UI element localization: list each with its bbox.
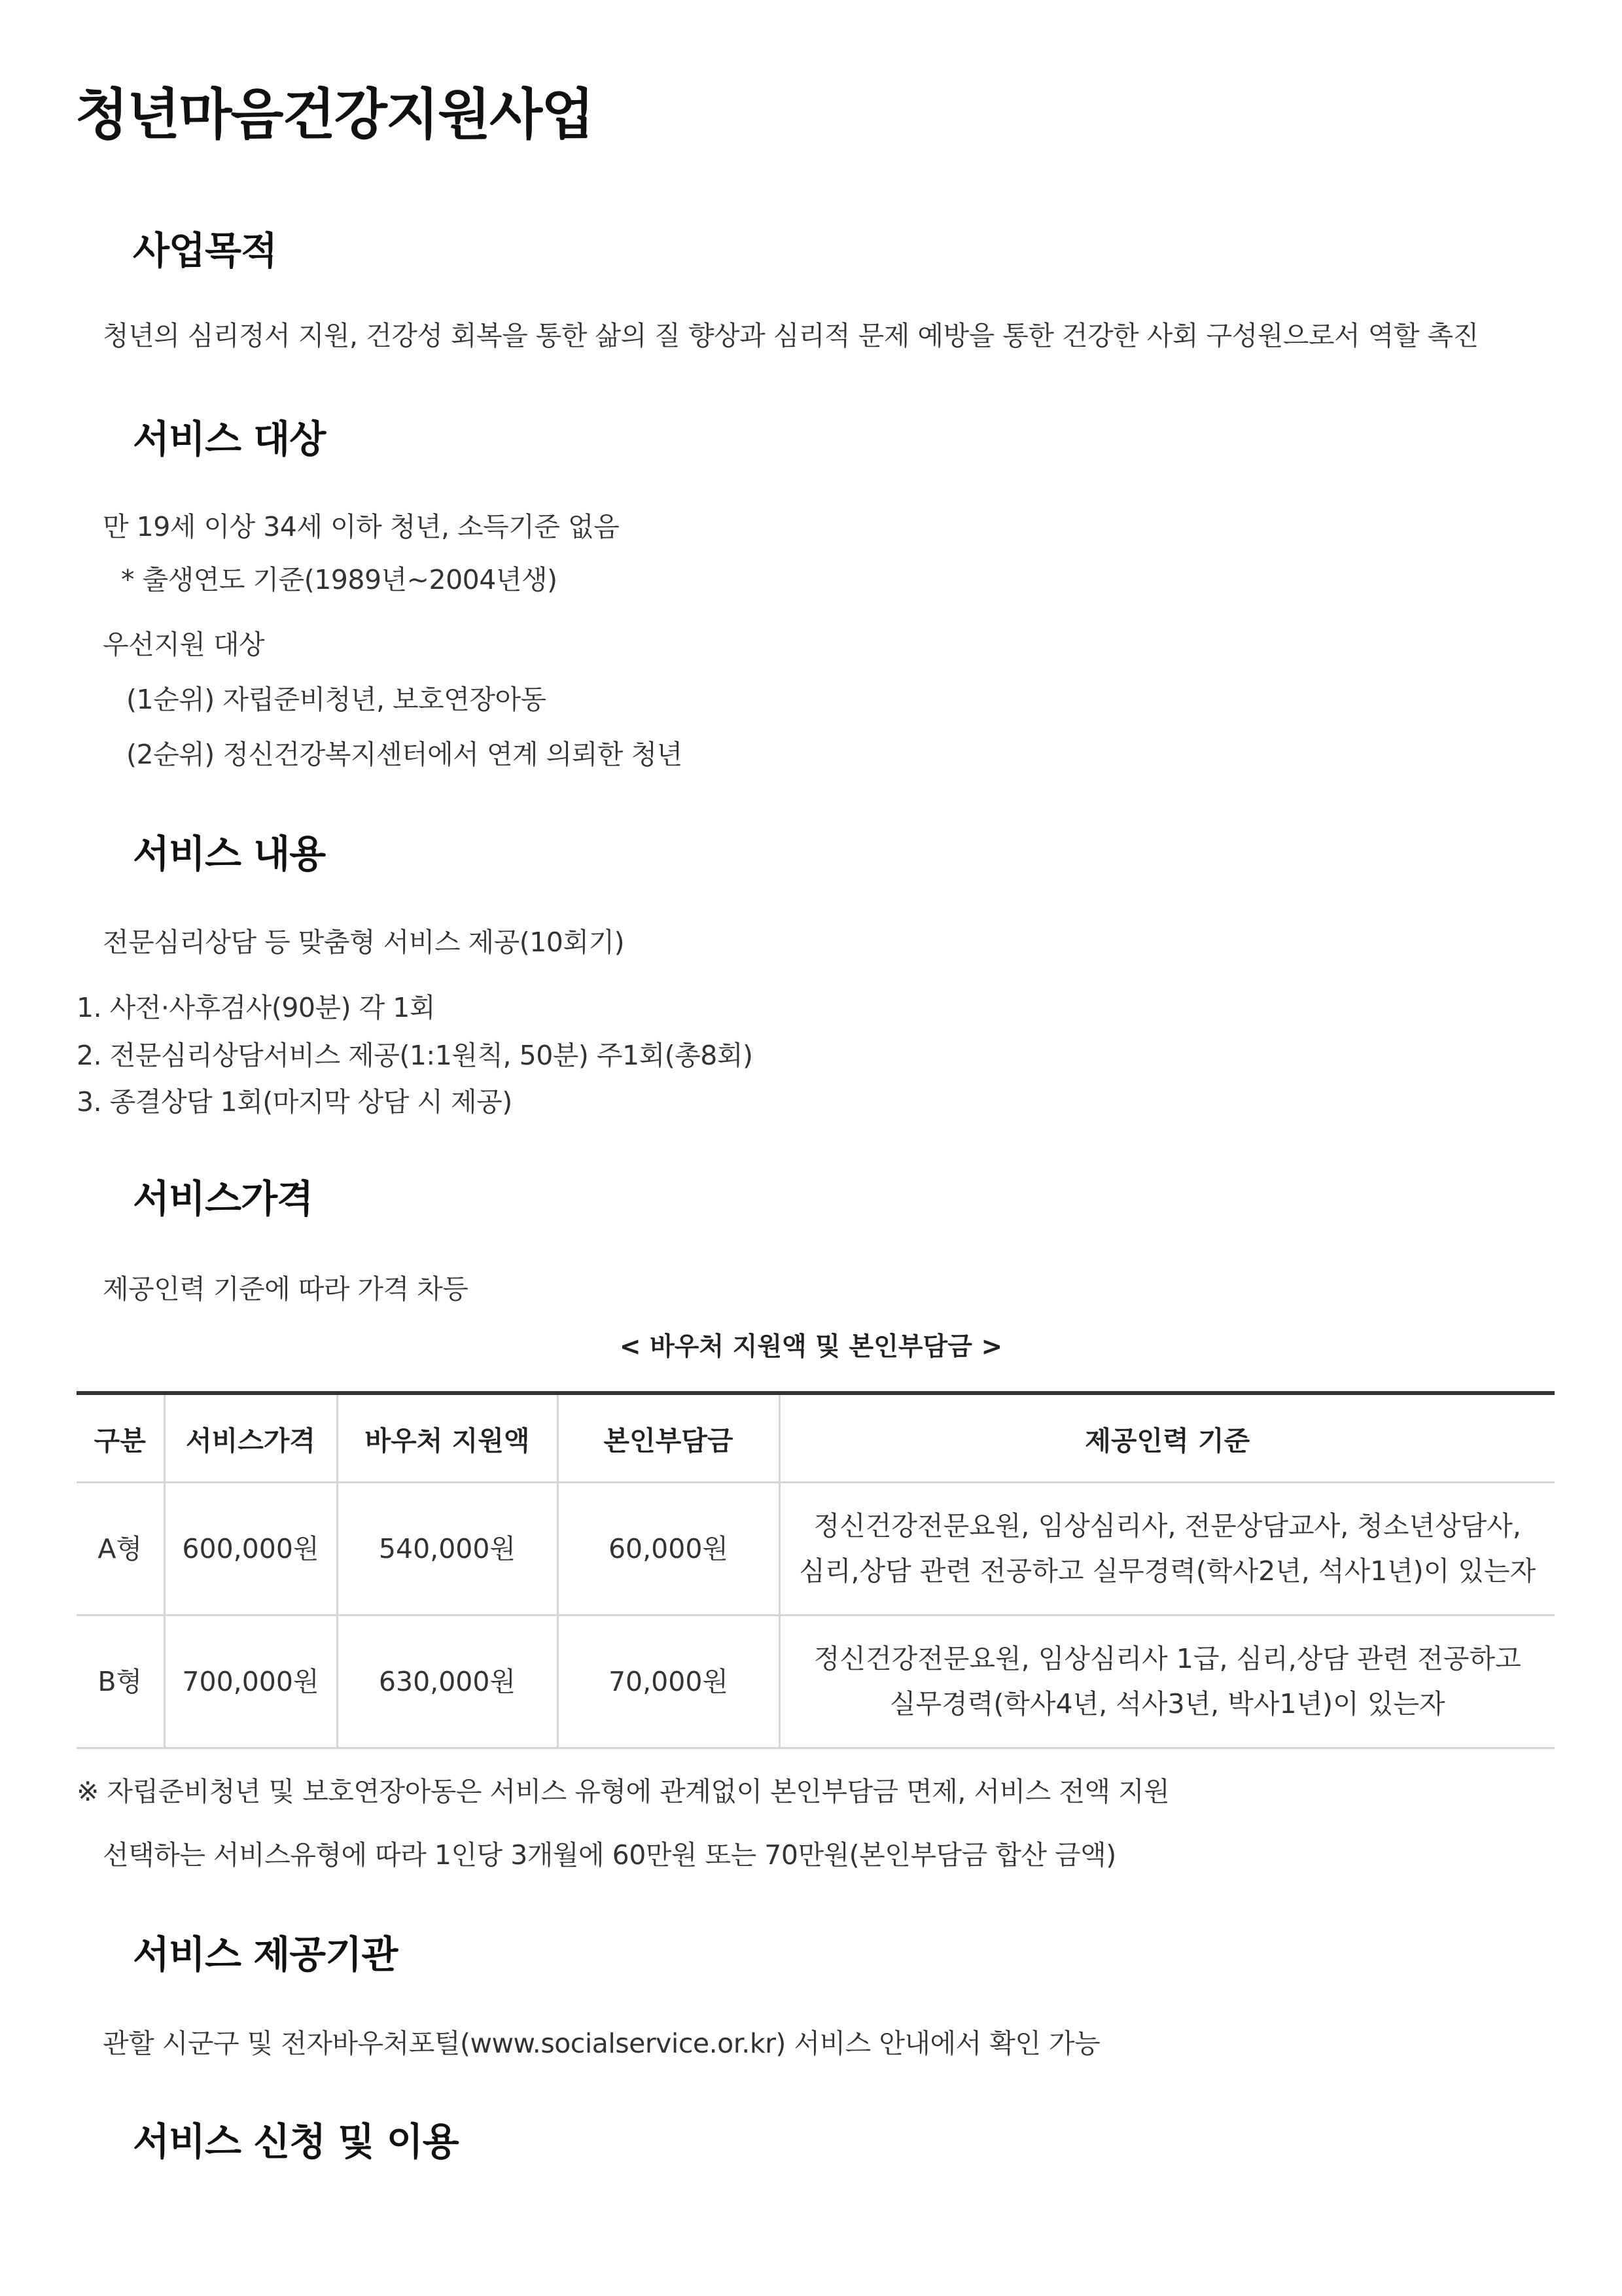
priority-label: 우선지원 대상 — [103, 629, 265, 660]
price-note-2: 선택하는 서비스유형에 따라 1인당 3개월에 60만원 또는 70만원(본인부담금 합산 금액) — [103, 1839, 1116, 1871]
price-note: ※ 자립준비청년 및 보호연장아동은 서비스 유형에 관계없이 본인부담금 면제, 서비스 전액 지원 — [77, 1776, 1170, 1807]
cell-staff — [779, 1616, 1555, 1748]
header-service-price: 서비스가격 — [164, 1393, 337, 1483]
table-caption: < 바우처 지원액 및 본인부담금 > — [619, 1332, 1003, 1362]
apply-heading: 서비스 신청 및 이용 — [133, 2119, 459, 2164]
cell-service-price: 700,000원 — [164, 1616, 337, 1748]
target-line2: * 출생연도 기준(1989년~2004년생) — [121, 564, 557, 595]
voucher-table-wrap — [77, 1391, 1555, 1749]
target-heading: 서비스 대상 — [133, 417, 326, 461]
cell-voucher: 540,000원 — [337, 1483, 557, 1616]
cell-staff-line: 심리,상담 관련 전공하고 실무경력(학사2년, 석사1년)이 있는자 — [799, 1555, 1536, 1587]
cell-staff-line: 정신건강전문요원, 임상심리사, 전문상담교사, 청소년상담사, — [813, 1510, 1521, 1542]
cell-staff — [779, 1483, 1555, 1616]
voucher-table — [77, 1391, 1555, 1749]
cell-voucher: 630,000원 — [337, 1616, 557, 1748]
page-title: 청년마음건강지원사업 — [75, 82, 593, 147]
header-staff: 제공인력 기준 — [779, 1393, 1555, 1483]
table-row — [77, 1616, 1555, 1748]
provider-text: 관할 시군구 및 전자바우처포털(www.socialservice.or.kr) 서비스 안내에서 확인 가능 — [103, 2028, 1101, 2059]
priority-1: (1순위) 자립준비청년, 보호연장아동 — [126, 684, 546, 715]
cell-staff-line: 정신건강전문요원, 임상심리사 1급, 심리,상담 관련 전공하고 — [813, 1643, 1521, 1674]
target-line1: 만 19세 이상 34세 이하 청년, 소득기준 없음 — [103, 511, 620, 542]
cell-copay: 70,000원 — [557, 1616, 779, 1748]
header-voucher: 바우처 지원액 — [337, 1393, 557, 1483]
cell-copay: 60,000원 — [557, 1483, 779, 1616]
table-row — [77, 1483, 1555, 1616]
content-item-1: 1. 사전·사후검사(90분) 각 1회 — [77, 992, 435, 1023]
cell-type: A형 — [77, 1483, 164, 1616]
price-intro: 제공인력 기준에 따라 가격 차등 — [103, 1273, 468, 1305]
table-header-row — [77, 1393, 1555, 1483]
purpose-text: 청년의 심리정서 지원, 건강성 회복을 통한 삶의 질 향상과 심리적 문제 예방을 통한 건강한 사회 구성원으로서 역할 촉진 — [103, 320, 1479, 351]
content-item-2: 2. 전문심리상담서비스 제공(1:1원칙, 50분) 주1회(총8회) — [77, 1040, 753, 1071]
content-heading: 서비스 내용 — [133, 832, 326, 876]
cell-staff-line: 실무경력(학사4년, 석사3년, 박사1년)이 있는자 — [889, 1688, 1445, 1720]
cell-service-price: 600,000원 — [164, 1483, 337, 1616]
priority-2: (2순위) 정신건강복지센터에서 연계 의뢰한 청년 — [126, 739, 682, 770]
header-type: 구분 — [77, 1393, 164, 1483]
content-item-3: 3. 종결상담 1회(마지막 상담 시 제공) — [77, 1086, 512, 1118]
purpose-heading: 사업목적 — [133, 228, 277, 273]
provider-heading: 서비스 제공기관 — [133, 1932, 398, 1977]
content-intro: 전문심리상담 등 맞춤형 서비스 제공(10회기) — [103, 927, 625, 958]
price-heading: 서비스가격 — [133, 1176, 313, 1221]
cell-type: B형 — [77, 1616, 164, 1748]
header-copay: 본인부담금 — [557, 1393, 779, 1483]
